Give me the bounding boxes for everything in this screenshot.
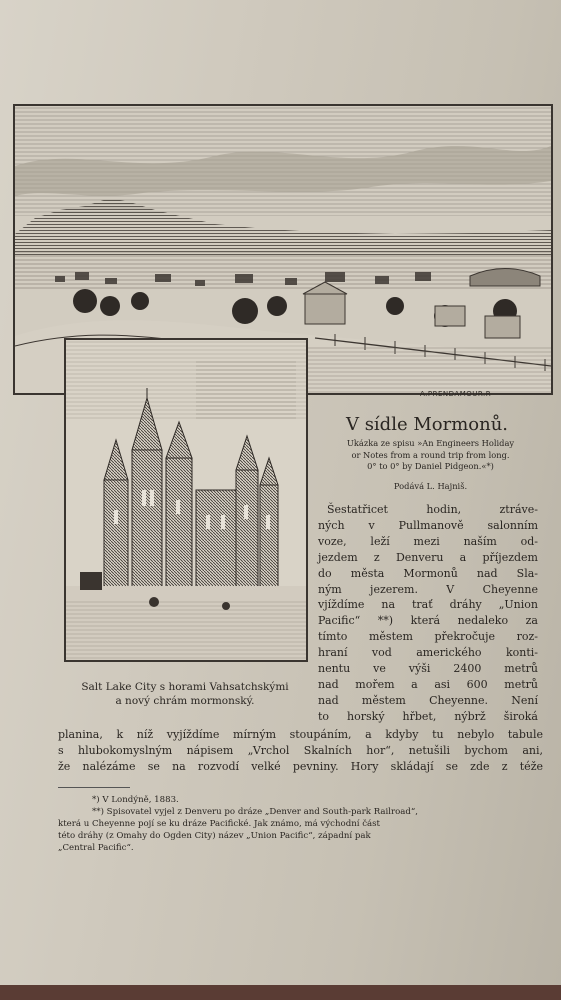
footnote-2-continued: která u Cheyenne pojí se ku dráze Pacifické. Jak známo, má východní část bbox=[58, 819, 381, 829]
illustration-caption bbox=[60, 680, 310, 708]
text-line: jezdem z Denveru a příjezdem bbox=[318, 550, 538, 564]
text-line: planina, k níž vyjíždíme mírným stoupáním, a kdyby tu nebylo tabule bbox=[58, 728, 543, 741]
text-line: ných v Pullmanově salonním bbox=[318, 518, 538, 532]
text-line: voze, leží mezi naším od- bbox=[318, 534, 538, 548]
text-line: to horský hřbet, nýbrž široká bbox=[318, 709, 538, 723]
text-line: že nalézáme se na rozvodí velké pevniny. Hory skládají se zde z téže bbox=[58, 759, 543, 773]
article-full-width-text bbox=[58, 727, 543, 775]
text-line: hraní vod amerického konti- bbox=[318, 646, 538, 660]
footnote-2-continued: této dráhy (z Omahy do Ogden City) název „Union Pacific“, západní pak bbox=[58, 831, 371, 841]
subtitle-line: Ukázka ze spisu »An Engineers Holiday bbox=[346, 438, 515, 448]
text-line: nad městem Cheyenne. Není bbox=[318, 693, 538, 707]
subtitle-line: 0° to 0° by Daniel Pidgeon.«*) bbox=[367, 461, 494, 471]
text-line: ným jezerem. V Cheyenne bbox=[318, 582, 538, 596]
footnotes bbox=[58, 794, 538, 854]
table-surface bbox=[0, 985, 561, 1000]
text-line: Šestatřicet hodin, ztráve- bbox=[327, 503, 538, 516]
article-title: V sídle Mormonů. bbox=[345, 414, 509, 435]
footnote-1: *) V Londýně, 1883. bbox=[92, 795, 179, 805]
text-line: Pacific“ **) která nedaleko za bbox=[318, 614, 538, 628]
caption-line: Salt Lake City s horami Vahsatchskými bbox=[81, 681, 289, 693]
caption-line: a nový chrám mormonský. bbox=[115, 695, 255, 707]
subtitle-line: or Notes from a round trip from long. bbox=[351, 449, 510, 460]
text-line: tímto městem překročuje roz- bbox=[318, 630, 538, 644]
text-line: s hlubokomyslným nápisem „Vrchol Skalních hor“, netušili bychom ani, bbox=[58, 743, 543, 757]
footnote-2: **) Spisovatel vyjel z Denveru po dráze „Denver and South-park Railroad“, bbox=[92, 807, 419, 817]
temple-engraving bbox=[64, 338, 308, 662]
footnote-rule bbox=[58, 787, 130, 788]
text-line: vjíždíme na trať dráhy „Union bbox=[318, 598, 538, 612]
text-line: nad mořem a asi 600 metrů bbox=[318, 677, 538, 691]
text-line: nentu ve výši 2400 metrů bbox=[318, 662, 538, 676]
translator-credit: Podává L. Hajniš. bbox=[393, 481, 468, 491]
mormon-temple-image bbox=[66, 340, 306, 660]
article-subtitle bbox=[318, 438, 543, 473]
article-column-text bbox=[318, 502, 538, 725]
footnote-2-continued: „Central Pacific“. bbox=[58, 843, 134, 853]
text-line: do města Mormonů nad Sla- bbox=[318, 566, 538, 580]
engraver-signature: A.PRENDAMOUR.R bbox=[420, 390, 492, 398]
